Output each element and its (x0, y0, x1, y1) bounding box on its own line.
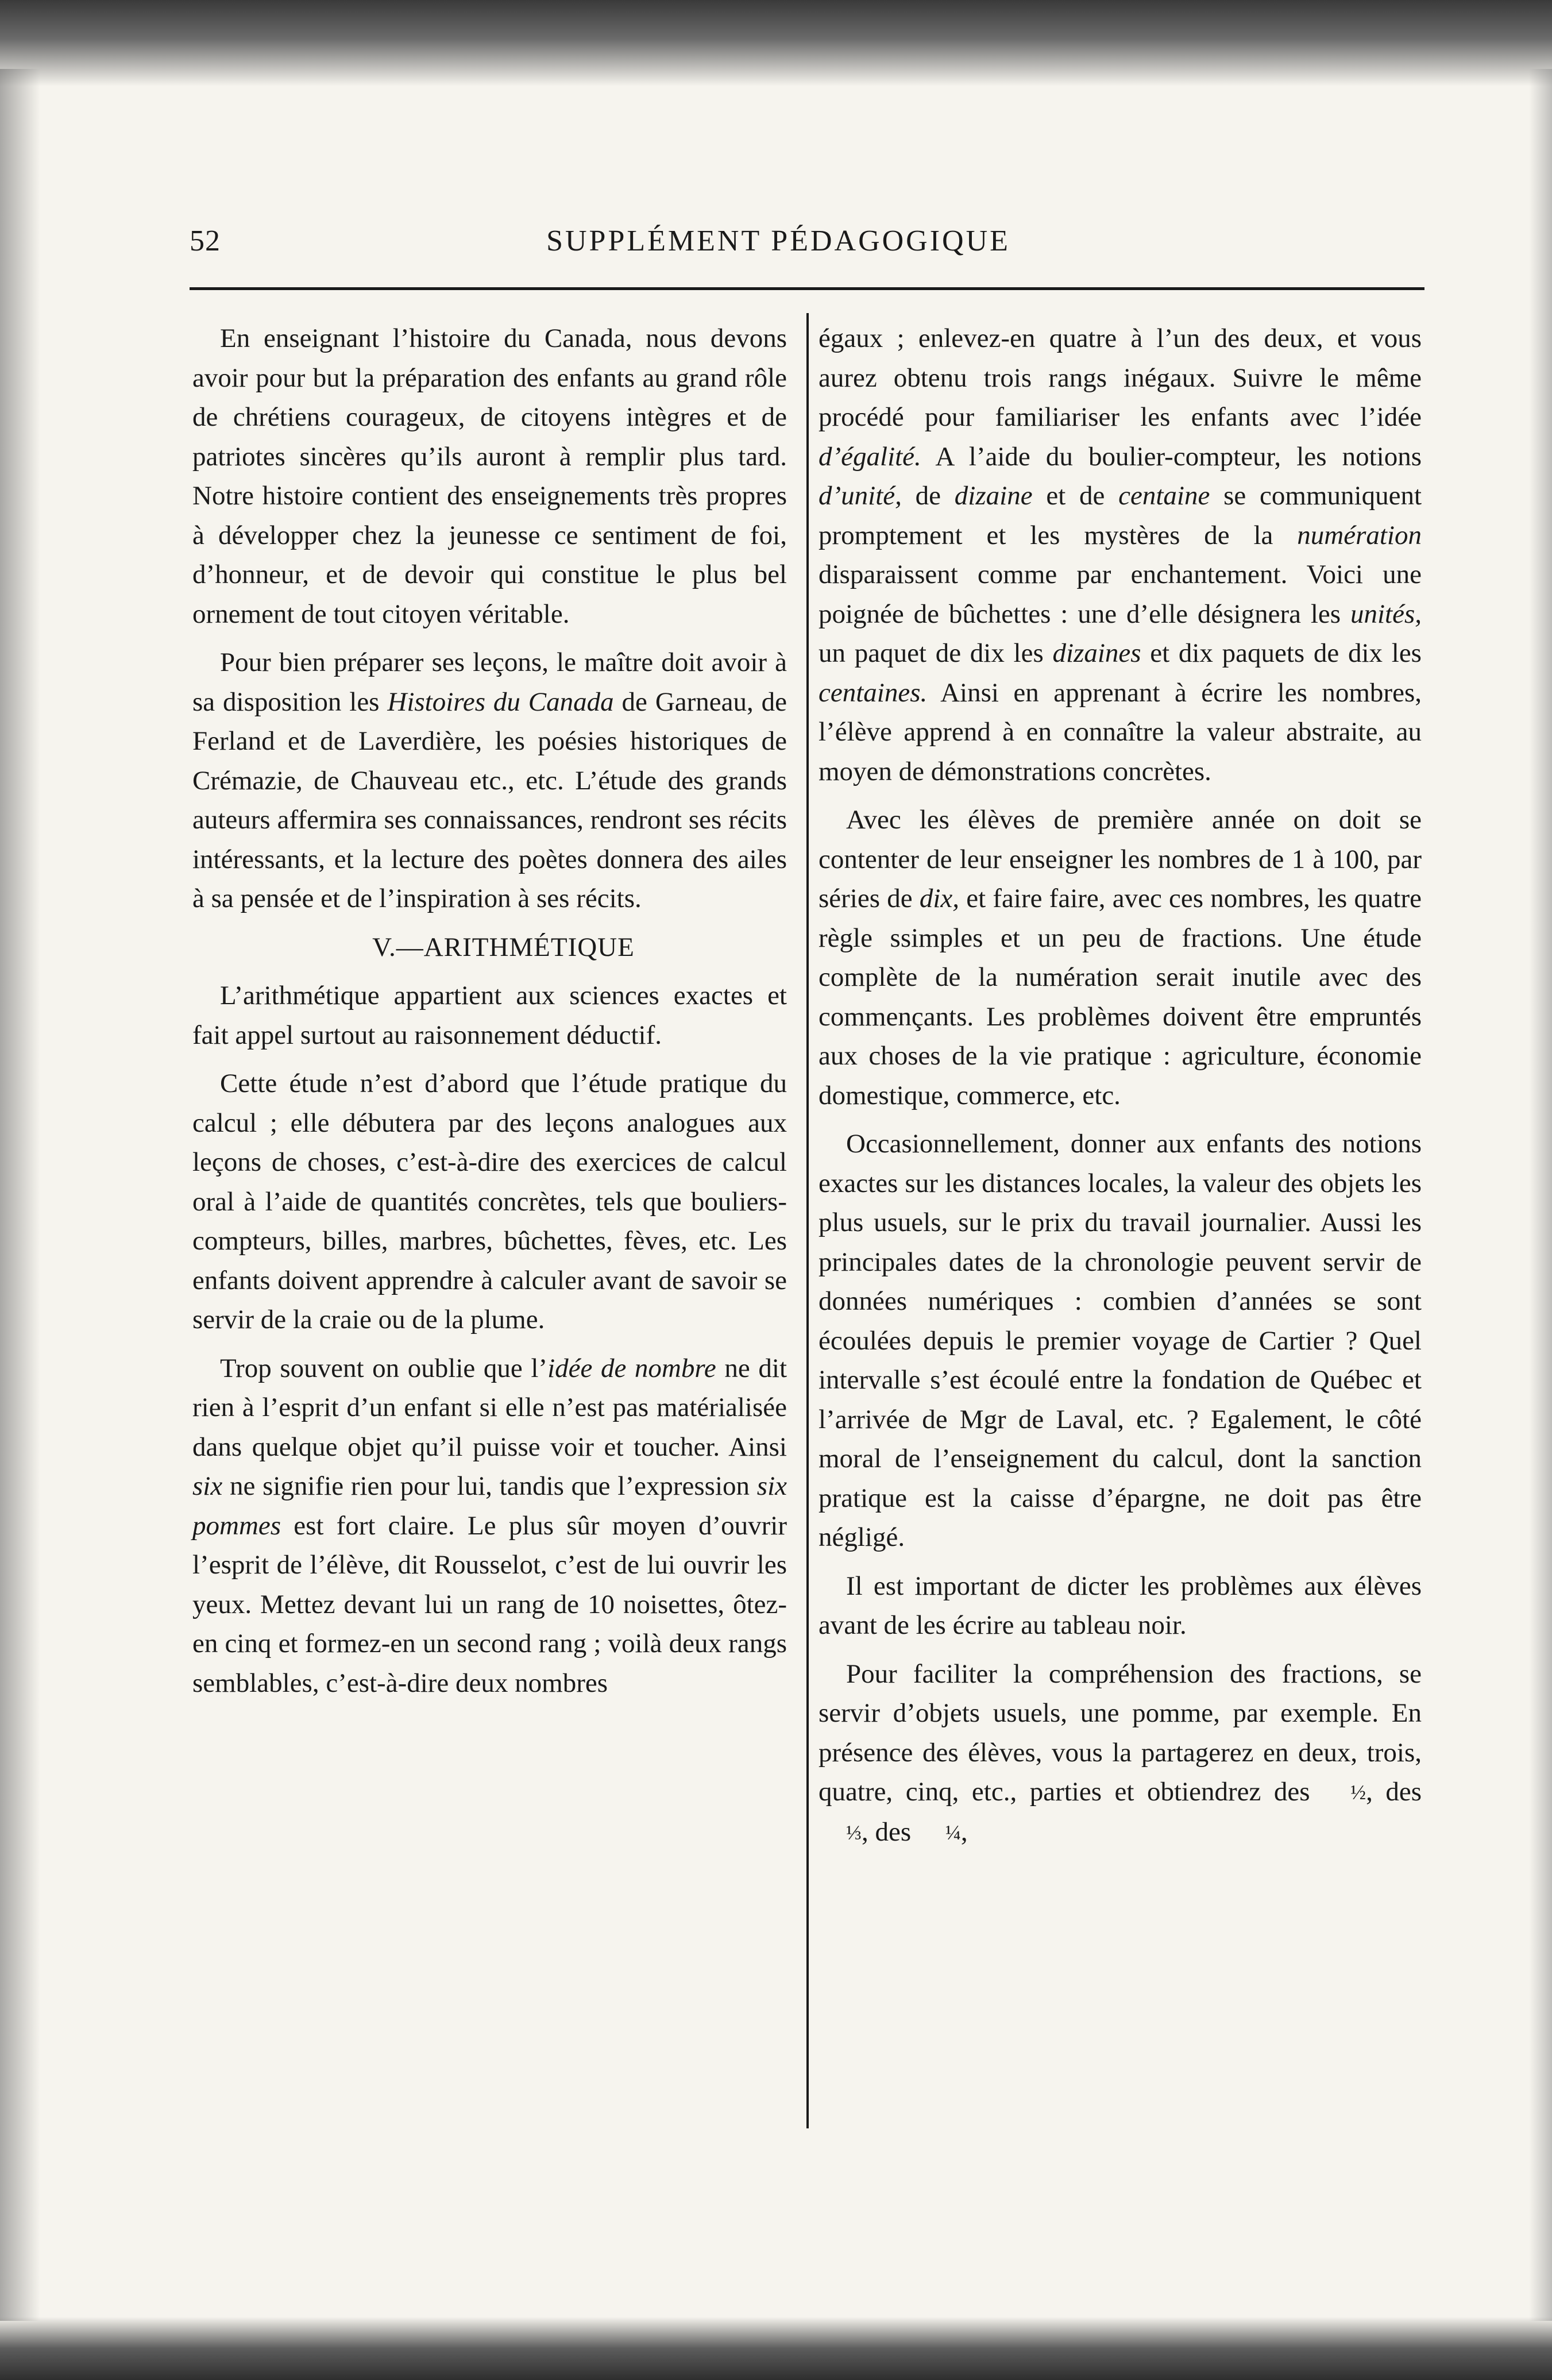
paragraph: égaux ; enlevez-en quatre à l’un des deux, et vous aurez obtenu trois rangs inégaux. Suivre le même procédé pour familiariser les enfants avec l’idée d’égalité. A l’aide du boulier-compteur, les notions d’unité, de dizaine et de centaine se communiquent promptement et les mystères de la numération disparaissent comme par enchantement. Voici une poignée de bûchettes : une d’elle désignera les unités, un paquet de dix les dizaines et dix paquets de dix les centaines. Ainsi en apprenant à écrire les nombres, l’élève apprend à en connaître la valeur abstraite, au moyen de démonstrations concrètes. (819, 323, 1422, 786)
fraction-third: ⅓ (846, 1820, 862, 1844)
paragraph: Pour bien préparer ses leçons, le maître doit avoir à sa disposition les Histoires du Canada de Garneau, de Ferland et de Laverdière, les poésies historiques de Crémazie, de Chauveau etc., etc. L’étude des grands auteurs affermira ses connaissances, rendront ses récits intéressants, et la lecture des poètes donnera des ailes à sa pensée et de l’inspiration à ses récits. (192, 647, 787, 913)
paragraph: Pour faciliter la compréhension des fractions, se servir d’objets usuels, une pomme, par exemple. En présence des élèves, vous la partagerez en deux, trois, quatre, cinq, etc., parties et obtiendrez des ½, des ⅓, des ¼, (819, 1654, 1422, 1853)
paragraph: Il est important de dicter les problèmes aux élèves avant de les écrire au tableau noir. (819, 1571, 1422, 1640)
paragraph: Cette étude n’est d’abord que l’étude pratique du calcul ; elle débutera par des leçons analogues aux leçons de choses, c’est-à-dire des exercices de calcul oral à l’aide de quantités concrètes, tels que bouliers-compteurs, billes, marbres, bûchettes, fèves, etc. Les enfants doivent apprendre à calculer avant de savoir se servir de la craie ou de la plume. (192, 1069, 787, 1334)
scan-border-bottom (0, 2317, 1552, 2380)
fraction-half: ½ (1350, 1781, 1366, 1804)
right-column (819, 319, 1422, 1861)
scan-border-left (0, 69, 40, 2321)
paragraph: Occasionnellement, donner aux enfants des notions exactes sur les distances locales, la valeur des objets les plus usuels, sur le prix du travail journalier. Aussi les principales dates de la chronologie peuvent servir de données numériques : combien d’années se sont écoulées depuis le premier voyage de Cartier ? Quel intervalle s’est écoulé entre la fondation de Québec et l’arrivée de Mgr de Laval, etc. ? Egalement, le côté moral de l’enseignement du calcul, dont la sanction pratique est la caisse d’épargne, ne doit pas être négligé. (819, 1129, 1422, 1552)
fraction-quarter: ¼ (945, 1820, 961, 1844)
paragraph: L’arithmétique appartient aux sciences exactes et fait appel surtout au raisonnement déductif. (192, 981, 787, 1050)
paragraph: En enseignant l’histoire du Canada, nous devons avoir pour but la préparation des enfants au grand rôle de chrétiens courageux, de citoyens intègres et de patriotes sincères qu’ils auront à remplir plus tard. Notre histoire contient des enseignements très propres à développer chez la jeunesse ce sentiment de foi, d’honneur, et de devoir qui constitue le plus bel ornement de tout citoyen véritable. (192, 323, 787, 629)
paragraph: Trop souvent on oublie que l’idée de nombre ne dit rien à l’esprit d’un enfant si elle n’est pas matérialisée dans quelque objet qu’il puisse voir et toucher. Ainsi six ne signifie rien pour lui, tandis que l’expression six pommes est fort claire. Le plus sûr moyen d’ouvrir l’esprit de l’élève, dit Rousselot, c’est de lui ouvrir les yeux. Mettez devant lui un rang de 10 noisettes, ôtez-en cinq et formez-en un second rang ; voilà deux rangs semblables, c’est-à-dire deux nombres (192, 1353, 787, 1698)
paragraph: Avec les élèves de première année on doit se contenter de leur enseigner les nombres de 1 à 100, par séries de dix, et faire faire, avec ces nombres, les quatre règle ssimples et un peu de fractions. Une étude complète de la numération serait inutile avec des commençants. Les problèmes doivent être empruntés aux choses de la vie pratique : agriculture, économie domestique, commerce, etc. (819, 805, 1422, 1110)
scan-border-right (1529, 69, 1552, 2321)
left-column (192, 319, 787, 1712)
scan-border-top (0, 0, 1552, 86)
column-divider (806, 313, 809, 2128)
running-title: SUPPLÉMENT PÉDAGOGIQUE (546, 225, 1010, 257)
page-number: 52 (190, 225, 221, 257)
section-heading: V.—ARITHMÉTIQUE (372, 932, 635, 962)
header-rule (190, 287, 1424, 290)
